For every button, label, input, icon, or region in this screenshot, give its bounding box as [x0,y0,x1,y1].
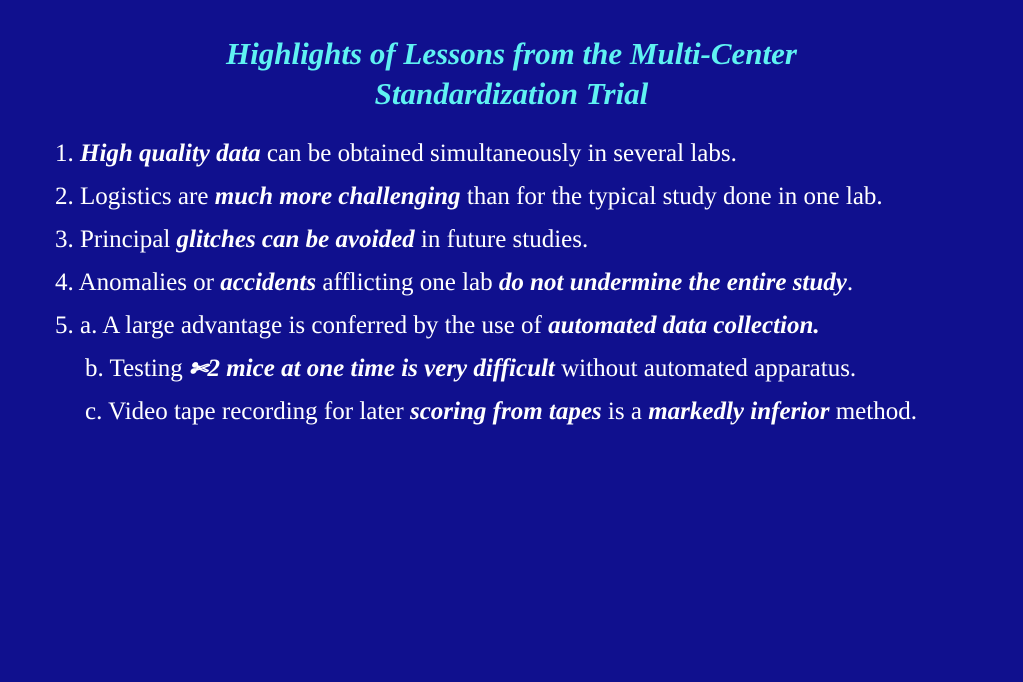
lesson-5c-emphasis-2: markedly inferior [648,398,830,425]
scissors-icon: ✄ [189,356,208,381]
lesson-5c-text-a: c. Video tape recording for later [85,398,410,425]
lesson-2-text-b: than for the typical study done in one lab. [460,183,883,210]
lesson-1-text-b: can be obtained simultaneously in several labs. [260,140,737,167]
lesson-3-text-b: in future studies. [414,226,589,253]
lessons-list [55,135,955,436]
lesson-2-emphasis: much more challenging [214,183,461,210]
lesson-item-5c [55,393,955,430]
lesson-item-5a [55,307,955,344]
slide-title-line-1: Highlights of Lessons from the Multi-Center [225,36,797,71]
lesson-item-1 [55,135,955,172]
lesson-item-3 [55,221,955,258]
lesson-item-2 [55,178,955,215]
lesson-5c-emphasis-1: scoring from tapes [409,398,602,425]
slide-title [0,34,1023,114]
lesson-3-text-a: 3. Principal [55,226,177,253]
lesson-5a-text-a: 5. a. A large advantage is conferred by the use of [55,312,549,339]
lesson-4-text-b: afflicting one lab [316,269,499,296]
lesson-5b-emphasis: 2 mice at one time is very difficult [207,355,555,382]
lesson-5c-text-c: method. [829,398,917,425]
slide-title-line-2: Standardization Trial [374,76,649,111]
lesson-3-emphasis: glitches can be avoided [176,226,415,253]
lesson-4-emphasis-1: accidents [220,269,317,296]
lesson-5a-emphasis: automated data collection. [548,312,820,339]
lesson-1-emphasis: High quality data [80,140,261,167]
lesson-1-text-a: 1. [55,140,80,167]
lesson-4-text-a: 4. Anomalies or [55,269,221,296]
lesson-5b-text-b: without automated apparatus. [554,355,857,382]
lesson-4-emphasis-2: do not undermine the entire study [498,269,847,296]
lesson-item-5b [55,350,955,387]
lesson-5c-text-b: is a [601,398,649,425]
lesson-4-text-c: . [846,269,854,296]
lesson-2-text-a: 2. Logistics are [55,183,215,210]
lesson-item-4 [55,264,955,301]
lesson-5b-text-a: b. Testing [85,355,190,382]
